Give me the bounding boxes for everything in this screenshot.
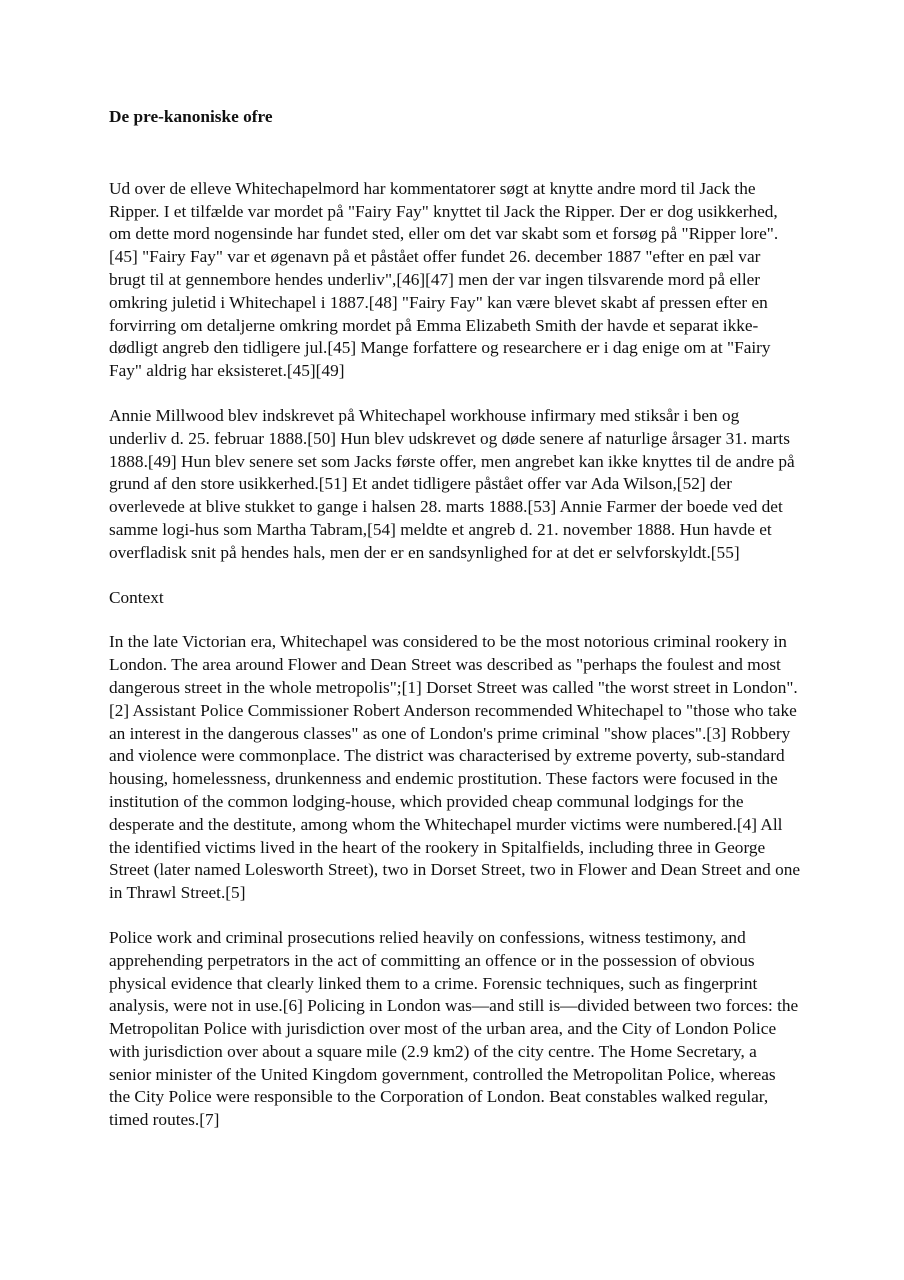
- paragraph-fairy-fay: Ud over de elleve Whitechapelmord har kommentatorer søgt at knytte andre mord til Jack the Ripper. I et tilfælde var mordet på "Fairy Fay" knyttet til Jack the Ripper. Der er dog usikkerhed, om dette mord nogensinde har fundet sted, eller om det var skabt som et forsøg på "Ripper lore".[45] "Fairy Fay" var et øgenavn på et påstået offer fundet 26. december 1887 "efter en pæl var brugt til at gennembore hendes underliv",[46][47] men der var ingen tilsvarende mord på eller omkring juletid i Whitechapel i 1887.[48] "Fairy Fay" kan være blevet skabt af pressen efter en forvirring om detaljerne omkring mordet på Emma Elizabeth Smith der havde et separat ikke-dødligt angreb den tidligere jul.[45] Mange forfattere og researchere er i dag enige om at "Fairy Fay" aldrig har eksisteret.[45][49]: [109, 178, 779, 381]
- document-page: [109, 106, 801, 1154]
- section-heading: De pre-kanoniske ofre: [109, 107, 273, 126]
- paragraph-annie-millwood: Annie Millwood blev indskrevet på Whitechapel workhouse infirmary med stiksår i ben og underliv d. 25. februar 1888.[50] Hun blev udskrevet og døde senere af naturlige årsager 31. marts 1888.[49] Hun blev senere set som Jacks første offer, men angrebet kan ikke knyttes til de andre på grund af den store usikkerhed.[51] Et andet tidligere påstået offer var Ada Wilson,[52] der overlevede at blive stukket to gange i halsen 28. marts 1888.[53] Annie Farmer der boede ved det samme logi-hus som Martha Tabram,[54] meldte et angreb d. 21. november 1888. Hun havde et overfladisk snit på hendes hals, men der er en sandsynlighed for at det er selvforskyldt.[55]: [109, 405, 795, 562]
- paragraph-victorian-whitechapel: In the late Victorian era, Whitechapel was considered to be the most notorious criminal rookery in London. The area around Flower and Dean Street was described as "perhaps the foulest and most dangerous street in the whole metropolis";[1] Dorset Street was called "the worst street in London".[2] Assistant Police Commissioner Robert Anderson recommended Whitechapel to "those who take an interest in the dangerous classes" as one of London's prime criminal "show places".[3] Robbery and violence were commonplace. The district was characterised by extreme poverty, sub-standard housing, homelessness, drunkenness and endemic prostitution. These factors were focused in the institution of the common lodging-house, which provided cheap communal lodgings for the desperate and the destitute, among whom the Whitechapel murder victims were numbered.[4] All the identified victims lived in the heart of the rookery in Spitalfields, including three in George Street (later named Lolesworth Street), two in Dorset Street, two in Flower and Dean Street and one in Thrawl Street.[5]: [109, 632, 801, 903]
- context-heading: Context: [109, 587, 164, 607]
- paragraph-police-work: Police work and criminal prosecutions relied heavily on confessions, witness testimony, and apprehending perpetrators in the act of committing an offence or in the possession of obvious physical evidence that clearly linked them to a crime. Forensic techniques, such as fingerprint analysis, were not in use.[6] Policing in London was—and still is—divided between two forces: the Metropolitan Police with jurisdiction over most of the urban area, and the City of London Police with jurisdiction over about a square mile (2.9 km2) of the city centre. The Home Secretary, a senior minister of the United Kingdom government, controlled the Metropolitan Police, whereas the City Police were responsible to the Corporation of London. Beat constables walked regular, timed routes.[7]: [109, 927, 799, 1130]
